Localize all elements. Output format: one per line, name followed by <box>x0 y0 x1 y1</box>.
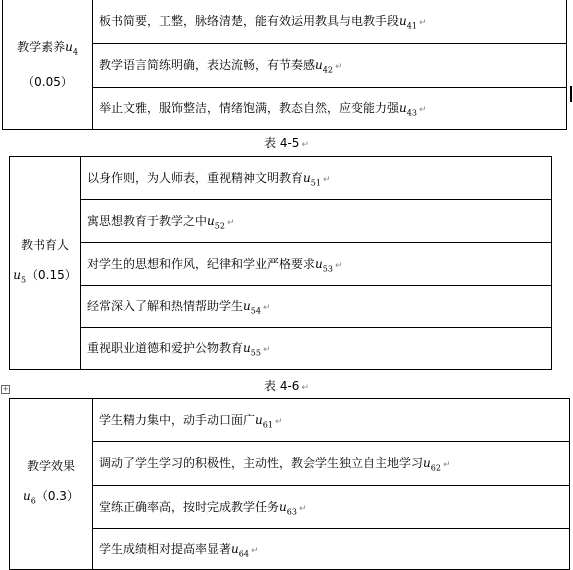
category-name: 教学效果 <box>26 459 75 474</box>
table-u5 <box>9 156 552 370</box>
category-code: $u_4$ <box>65 39 78 57</box>
item-cell: 调动了学生学习的积极性，主动性，教会学生独立自主地学习$u_{62}$ ↵ <box>93 442 570 486</box>
return-mark: ↵ <box>322 174 331 185</box>
table-u4 <box>2 0 567 130</box>
category-cell <box>3 0 93 130</box>
table-row <box>10 200 552 243</box>
return-mark: ↵ <box>334 260 343 271</box>
item-cell: 板书简要，工整，脉络清楚，能有效运用教具与电教手段$u_{41}$ ↵ <box>93 0 567 44</box>
category-weight: $u_5(0.15)$ <box>13 268 77 285</box>
table-u6 <box>9 398 570 570</box>
return-mark: ↵ <box>334 62 343 73</box>
item-cell: 经常深入了解和热情帮助学生$u_{54}$ ↵ <box>81 286 552 328</box>
table-row <box>10 286 552 328</box>
table-row <box>10 529 570 570</box>
item-cell: 学生精力集中，动手动口面广$u_{61}$ ↵ <box>93 399 570 442</box>
category-name: 教学素养$u_4$ <box>17 39 78 57</box>
table-row <box>10 442 570 486</box>
item-cell: 对学生的思想和作风，纪律和学业严格要求$u_{53}$ ↵ <box>81 243 552 286</box>
return-mark: ↵ <box>298 503 307 514</box>
return-mark: ↵ <box>262 303 271 314</box>
category-cell <box>10 399 93 570</box>
category-code: $u_6$ <box>23 489 36 506</box>
item-cell: 以身作则，为人师表，重视精神文明教育$u_{51}$ ↵ <box>81 157 552 200</box>
category-cell <box>10 157 81 370</box>
table-caption: 表 4-6 ↵ <box>264 379 309 393</box>
return-mark: ↵ <box>226 217 235 228</box>
table-caption: 表 4-5 ↵ <box>264 136 309 150</box>
right-edge-marker <box>570 86 572 102</box>
category-weight: （0.05） <box>22 75 73 90</box>
table-row <box>10 328 552 370</box>
return-mark: ↵ <box>250 545 259 556</box>
category-name: 教书育人 <box>20 238 69 253</box>
category-code: $u_5$ <box>13 268 27 285</box>
return-mark: ↵ <box>442 460 451 471</box>
return-mark: ↵ <box>262 345 271 356</box>
table-row <box>10 243 552 286</box>
item-cell: 学生成绩相对提高率显著$u_{64}$ ↵ <box>93 529 570 570</box>
item-cell: 寓思想教育于教学之中$u_{52}$ ↵ <box>81 200 552 243</box>
return-mark: ↵ <box>418 18 427 29</box>
category-weight: $u_6(0.3)$ <box>23 489 79 506</box>
table-row <box>3 0 567 44</box>
item-cell: 教学语言简练明确，表达流畅，有节奏感$u_{42}$ ↵ <box>93 44 567 88</box>
return-mark: ↵ <box>418 105 427 116</box>
item-cell: 重视职业道德和爱护公物教育$u_{55}$ ↵ <box>81 328 552 370</box>
return-mark: ↵ <box>274 416 283 427</box>
table-row <box>10 157 552 200</box>
table-row <box>10 486 570 529</box>
table-row <box>10 399 570 442</box>
item-cell: 堂练正确率高，按时完成教学任务$u_{63}$ ↵ <box>93 486 570 529</box>
table-anchor-icon[interactable]: + <box>2 385 9 393</box>
item-cell: 举止文雅，服饰整洁，情绪饱满，教态自然，应变能力强$u_{43}$ ↵ <box>93 88 567 130</box>
